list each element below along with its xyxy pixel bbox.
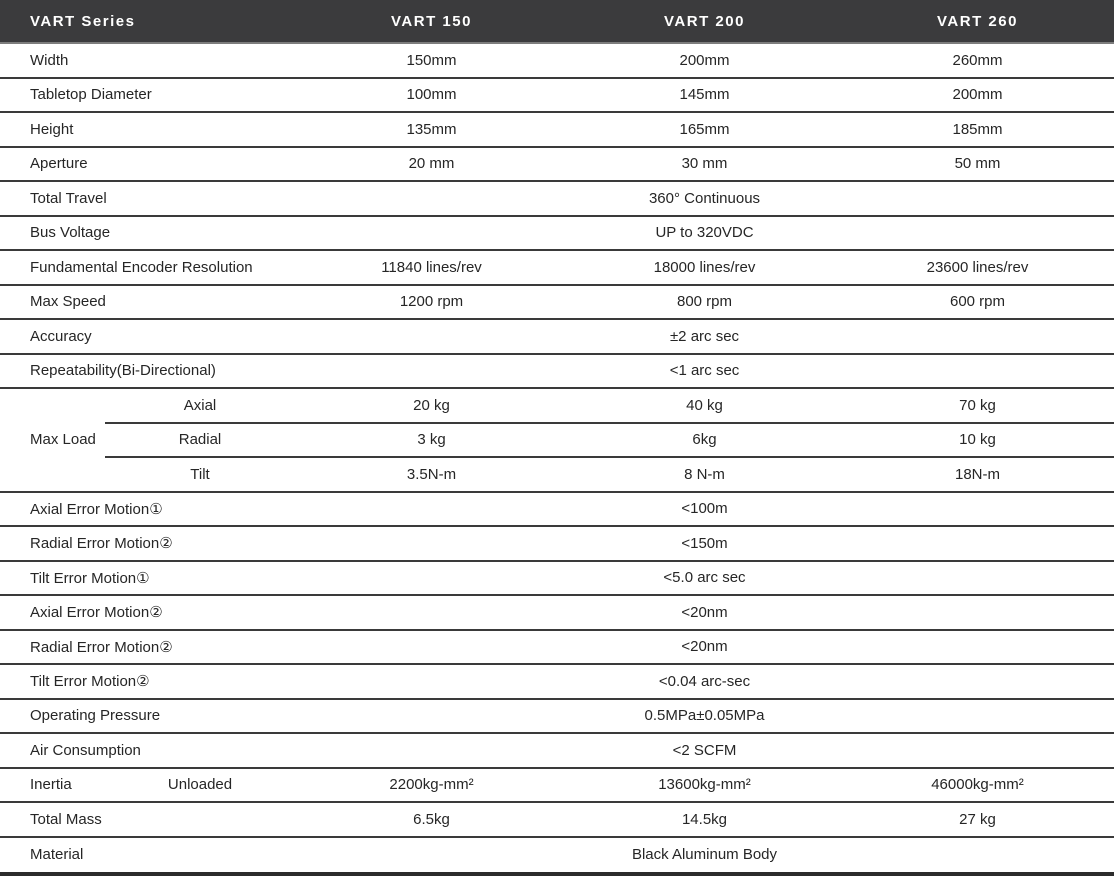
subrow-label: Radial: [178, 431, 222, 449]
cell-value: 50 mm: [954, 155, 1001, 173]
cell-value: 600 rpm: [949, 293, 1006, 311]
table-subrow: [105, 424, 1114, 459]
table-subrow: [105, 458, 1114, 491]
cell-value-merged: <5.0 arc sec: [663, 569, 746, 587]
table-row: [0, 182, 1114, 217]
row-label: Width: [30, 51, 69, 69]
table-row: [0, 838, 1114, 873]
cell-value: 46000kg-mm²: [931, 776, 1024, 794]
cell-value-merged: ±2 arc sec: [669, 327, 740, 345]
row-label: Max Load: [30, 431, 96, 449]
table-row: [0, 355, 1114, 390]
cell-value-merged: <20nm: [681, 638, 728, 656]
cell-value: 14.5kg: [681, 810, 728, 828]
cell-value: 20 mm: [408, 155, 455, 173]
cell-value: 260mm: [952, 51, 1003, 69]
cell-value: 3.5N-m: [406, 465, 457, 483]
row-label: Bus Voltage: [30, 224, 111, 242]
row-label: Fundamental Encoder Resolution: [30, 258, 253, 276]
cell-value: 200mm: [952, 86, 1003, 104]
table-row: [0, 148, 1114, 183]
row-label: Accuracy: [30, 327, 92, 345]
table-row: [0, 631, 1114, 666]
cell-value: 6kg: [692, 431, 717, 449]
cell-value-merged: UP to 320VDC: [655, 224, 754, 242]
table-row: [0, 251, 1114, 286]
table-row: [0, 734, 1114, 769]
cell-value-merged: 360° Continuous: [648, 189, 761, 207]
row-label: Operating Pressure: [30, 707, 161, 725]
table-row: [0, 665, 1114, 700]
row-label: Tilt Error Motion②: [30, 673, 150, 691]
cell-value: 70 kg: [959, 396, 996, 414]
row-label: Aperture: [30, 155, 88, 173]
table-row: [0, 596, 1114, 631]
cell-value: 8 N-m: [684, 465, 725, 483]
row-label: Material: [30, 846, 84, 864]
row-label: Radial Error Motion②: [30, 535, 173, 553]
table-row: [0, 79, 1114, 114]
table-row: [0, 527, 1114, 562]
row-label: Inertia: [30, 776, 72, 794]
subrow-label: Tilt: [190, 465, 210, 483]
row-label: Axial Error Motion②: [30, 604, 163, 622]
table-row-group: [0, 389, 1114, 493]
table-row: [0, 803, 1114, 838]
cell-value: 20 kg: [413, 396, 450, 414]
row-label: Axial Error Motion①: [30, 500, 163, 518]
cell-value: 100mm: [406, 86, 457, 104]
row-label: Height: [30, 120, 74, 138]
row-label: Max Speed: [30, 293, 106, 311]
cell-value: 165mm: [679, 120, 730, 138]
cell-value: 3 kg: [417, 431, 446, 449]
cell-value: 40 kg: [686, 396, 723, 414]
cell-value-merged: <20nm: [681, 603, 728, 621]
row-label: Total Mass: [30, 810, 102, 828]
subrow-label: Axial: [183, 396, 217, 414]
row-label: Air Consumption: [30, 741, 141, 759]
cell-value: 185mm: [952, 120, 1003, 138]
series-title: VART Series: [30, 12, 136, 30]
row-label: Repeatability(Bi-Directional): [30, 362, 216, 380]
cell-value-merged: Black Aluminum Body: [631, 846, 778, 864]
column-header-vart-260: VART 260: [937, 12, 1018, 30]
column-header-vart-150: VART 150: [391, 12, 472, 30]
cell-value: 13600kg-mm²: [658, 776, 751, 794]
table-row: [0, 113, 1114, 148]
cell-value: 2200kg-mm²: [389, 776, 474, 794]
row-label: Tabletop Diameter: [30, 86, 152, 104]
table-row: [0, 562, 1114, 597]
cell-value-merged: <100m: [681, 500, 728, 518]
cell-value: 200mm: [679, 51, 730, 69]
row-label: Total Travel: [30, 189, 107, 207]
cell-value-merged: <0.04 arc-sec: [658, 672, 751, 690]
cell-value: 150mm: [406, 51, 457, 69]
group-subrows: [105, 389, 1114, 491]
cell-value: 23600 lines/rev: [926, 258, 1029, 276]
cell-value: 800 rpm: [676, 293, 733, 311]
cell-value: 18000 lines/rev: [653, 258, 756, 276]
table-row: [0, 769, 1114, 804]
cell-value-merged: <2 SCFM: [672, 741, 737, 759]
cell-value: 1200 rpm: [399, 293, 464, 311]
table-header-row: [0, 0, 1114, 44]
table-subrow: [105, 389, 1114, 424]
row-label: Radial Error Motion②: [30, 638, 173, 656]
column-header-vart-200: VART 200: [664, 12, 745, 30]
cell-value-merged: <1 arc sec: [669, 362, 740, 380]
cell-value: 11840 lines/rev: [381, 258, 482, 276]
table-row: [0, 44, 1114, 79]
cell-value: 30 mm: [681, 155, 728, 173]
cell-value: 135mm: [406, 120, 457, 138]
cell-value: 10 kg: [959, 431, 996, 449]
cell-value: 27 kg: [959, 810, 996, 828]
table-row: [0, 320, 1114, 355]
table-row: [0, 493, 1114, 528]
table-row: [0, 700, 1114, 735]
cell-value-merged: <150m: [681, 534, 728, 552]
table-row: [0, 217, 1114, 252]
cell-value: 18N-m: [954, 465, 1000, 483]
cell-value: 145mm: [679, 86, 730, 104]
cell-value-merged: 0.5MPa±0.05MPa: [644, 707, 765, 725]
subrow-label: Unloaded: [167, 776, 233, 794]
table-body: [0, 44, 1114, 872]
table-row: [0, 286, 1114, 321]
row-label: Tilt Error Motion①: [30, 569, 150, 587]
cell-value: 6.5kg: [413, 810, 450, 828]
